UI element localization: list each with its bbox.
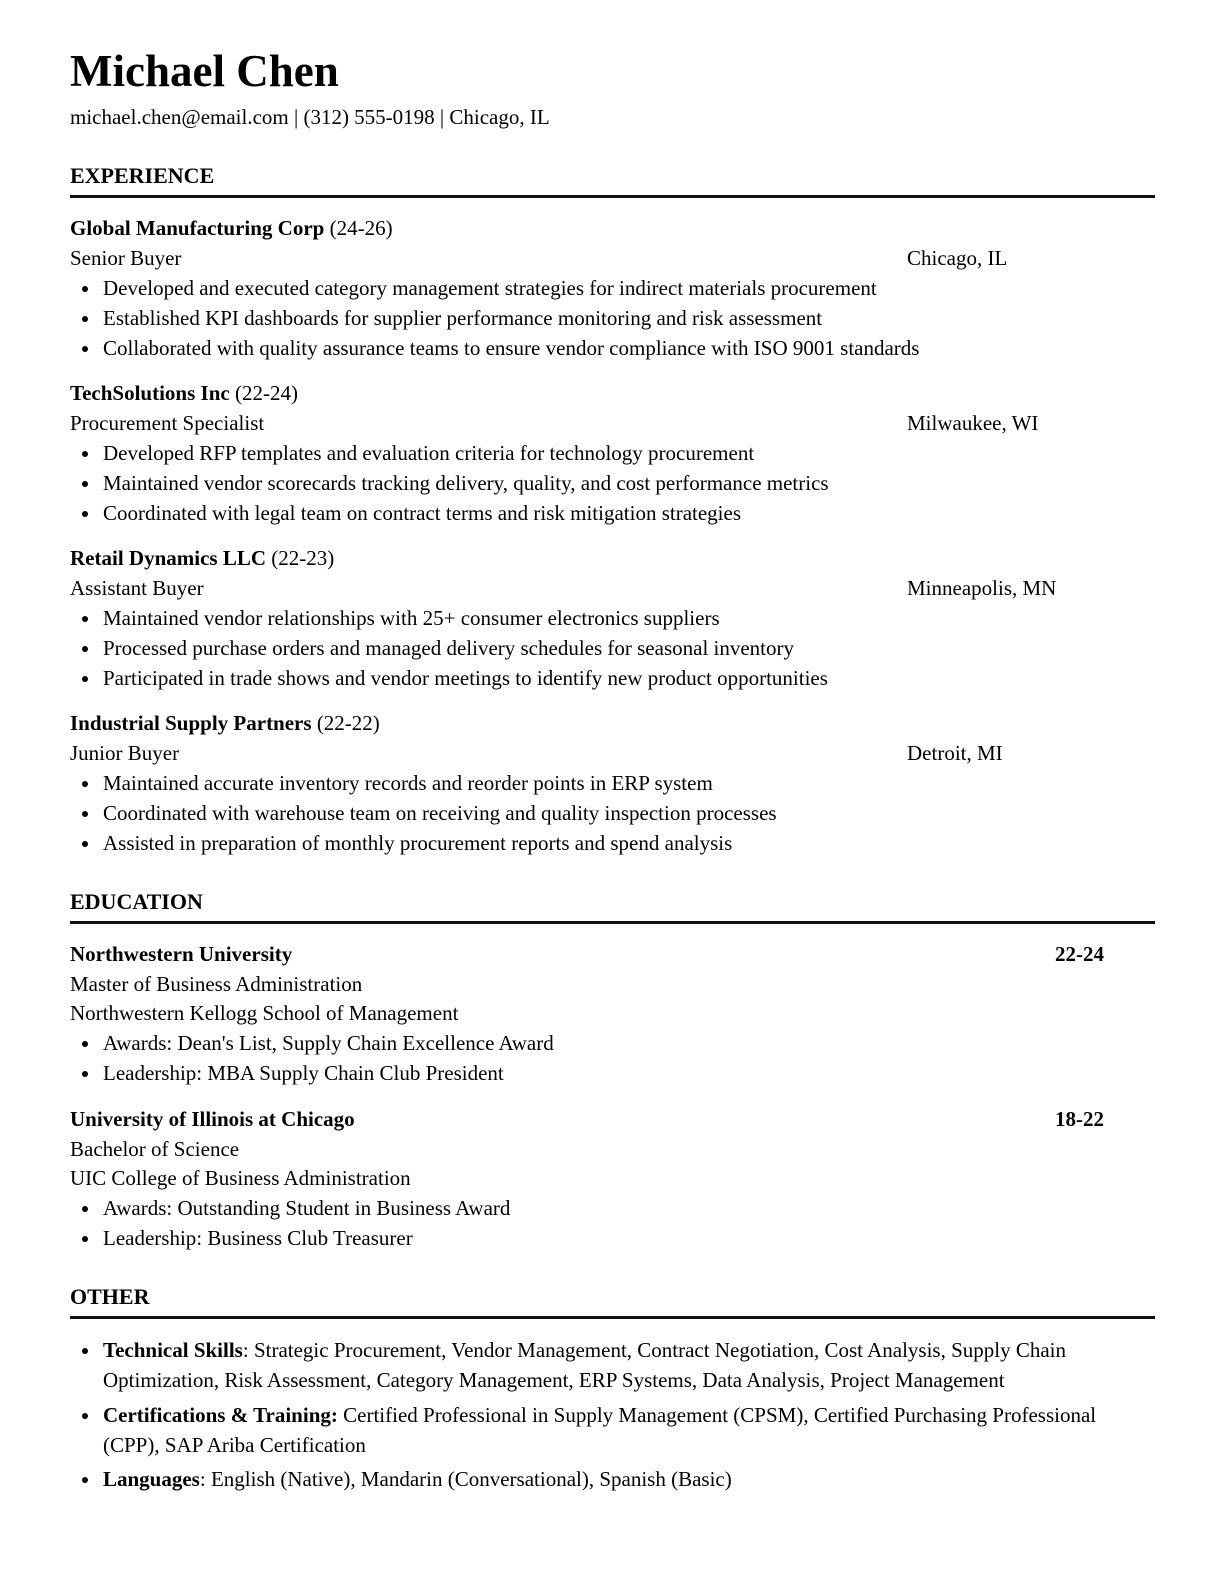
job-dates: (22-24) bbox=[234, 381, 298, 406]
section-title-education: EDUCATION bbox=[70, 886, 1155, 924]
role-row bbox=[70, 409, 1155, 439]
bullet-item: • Awards: Dean's List, Supply Chain Excellence Award bbox=[101, 1029, 1155, 1059]
role-row bbox=[70, 574, 1155, 604]
other-item-text: : Strategic Procurement, Vendor Management, Contract Negotiation, Cost Analysis, Supply Chain Optimization, Risk Assessment, Category Management, ERP Systems, Data Analysis, Project Management bbox=[103, 1338, 1067, 1392]
college-line: Northwestern Kellogg School of Management bbox=[70, 1001, 459, 1026]
other-item-label: Technical Skills bbox=[103, 1338, 243, 1363]
job-entry bbox=[70, 544, 1155, 693]
job-bullets bbox=[70, 274, 1155, 363]
role-row bbox=[70, 739, 1155, 769]
job-role: Junior Buyer bbox=[70, 741, 180, 766]
bullet-item: • Leadership: MBA Supply Chain Club President bbox=[101, 1059, 1155, 1089]
other-item-text: : English (Native), Mandarin (Conversational), Spanish (Basic) bbox=[199, 1467, 732, 1492]
bullet-item: • Developed and executed category management strategies for indirect materials procurement bbox=[101, 274, 1155, 304]
job-location: Detroit, MI bbox=[907, 741, 1003, 766]
company-name: TechSolutions Inc bbox=[70, 381, 230, 406]
job-bullets bbox=[70, 439, 1155, 528]
school-dates: 22-24 bbox=[1055, 941, 1104, 966]
school-heading bbox=[70, 1105, 1155, 1135]
section-title-other: OTHER bbox=[70, 1281, 1155, 1319]
job-heading bbox=[70, 214, 1155, 244]
job-heading bbox=[70, 709, 1155, 739]
person-name: Michael Chen bbox=[70, 46, 339, 96]
job-role: Senior Buyer bbox=[70, 246, 182, 271]
job-heading bbox=[70, 379, 1155, 409]
job-entry bbox=[70, 214, 1155, 363]
school-bullets bbox=[70, 1029, 1155, 1089]
other-item bbox=[101, 1465, 1155, 1495]
other-item bbox=[101, 1401, 1155, 1461]
bullet-item: • Awards: Outstanding Student in Business Award bbox=[101, 1194, 1155, 1224]
school-entry bbox=[70, 1105, 1155, 1254]
bullet-item: • Processed purchase orders and managed delivery schedules for seasonal inventory bbox=[101, 634, 1155, 664]
job-location: Minneapolis, MN bbox=[907, 576, 1057, 601]
bullet-item: • Coordinated with legal team on contract terms and risk mitigation strategies bbox=[101, 499, 1155, 529]
bullet-item: • Participated in trade shows and vendor meetings to identify new product opportunities bbox=[101, 664, 1155, 694]
company-name: Retail Dynamics LLC bbox=[70, 546, 266, 571]
other-item-label: Certifications & Training: bbox=[103, 1402, 338, 1427]
school-entry bbox=[70, 940, 1155, 1089]
school-heading bbox=[70, 940, 1155, 970]
job-bullets bbox=[70, 604, 1155, 693]
bullet-item: • Maintained accurate inventory records and reorder points in ERP system bbox=[101, 769, 1155, 799]
bullet-item: • Coordinated with warehouse team on receiving and quality inspection processes bbox=[101, 799, 1155, 829]
role-row bbox=[70, 244, 1155, 274]
bullet-item: • Collaborated with quality assurance teams to ensure vendor compliance with ISO 9001 standards bbox=[101, 334, 1155, 364]
job-dates: (22-23) bbox=[271, 546, 335, 571]
other-list bbox=[70, 1336, 1155, 1495]
other-item-label: Languages bbox=[103, 1467, 200, 1492]
job-heading bbox=[70, 544, 1155, 574]
company-name: Global Manufacturing Corp bbox=[70, 216, 325, 241]
job-dates: (22-22) bbox=[316, 711, 380, 736]
job-entry bbox=[70, 709, 1155, 858]
degree-line: Master of Business Administration bbox=[70, 971, 363, 996]
school-bullets bbox=[70, 1194, 1155, 1254]
school-dates: 18-22 bbox=[1055, 1106, 1104, 1131]
other-item-text: Certified Professional in Supply Management (CPSM), Certified Purchasing Professional (CPP), SAP Ariba Certification bbox=[103, 1402, 1097, 1457]
job-role: Assistant Buyer bbox=[70, 576, 204, 601]
job-location: Chicago, IL bbox=[907, 246, 1008, 271]
bullet-item: • Established KPI dashboards for supplier performance monitoring and risk assessment bbox=[101, 304, 1155, 334]
job-bullets bbox=[70, 769, 1155, 858]
job-dates: (24-26) bbox=[329, 216, 393, 241]
bullet-item: • Developed RFP templates and evaluation criteria for technology procurement bbox=[101, 439, 1155, 469]
contact-line: michael.chen@email.com | (312) 555-0198 | Chicago, IL bbox=[70, 105, 550, 130]
degree-line: Bachelor of Science bbox=[70, 1136, 240, 1161]
bullet-item: • Maintained vendor scorecards tracking delivery, quality, and cost performance metrics bbox=[101, 469, 1155, 499]
bullet-item: • Leadership: Business Club Treasurer bbox=[101, 1224, 1155, 1254]
job-role: Procurement Specialist bbox=[70, 411, 265, 436]
school-name: Northwestern University bbox=[70, 941, 293, 966]
college-line: UIC College of Business Administration bbox=[70, 1166, 411, 1191]
company-name: Industrial Supply Partners bbox=[70, 711, 312, 736]
bullet-item: • Maintained vendor relationships with 25+ consumer electronics suppliers bbox=[101, 604, 1155, 634]
job-entry bbox=[70, 379, 1155, 528]
school-name: University of Illinois at Chicago bbox=[70, 1106, 355, 1131]
section-title-experience: EXPERIENCE bbox=[70, 160, 1155, 198]
other-item bbox=[101, 1336, 1155, 1396]
bullet-item: • Assisted in preparation of monthly procurement reports and spend analysis bbox=[101, 829, 1155, 859]
job-location: Milwaukee, WI bbox=[907, 411, 1039, 436]
